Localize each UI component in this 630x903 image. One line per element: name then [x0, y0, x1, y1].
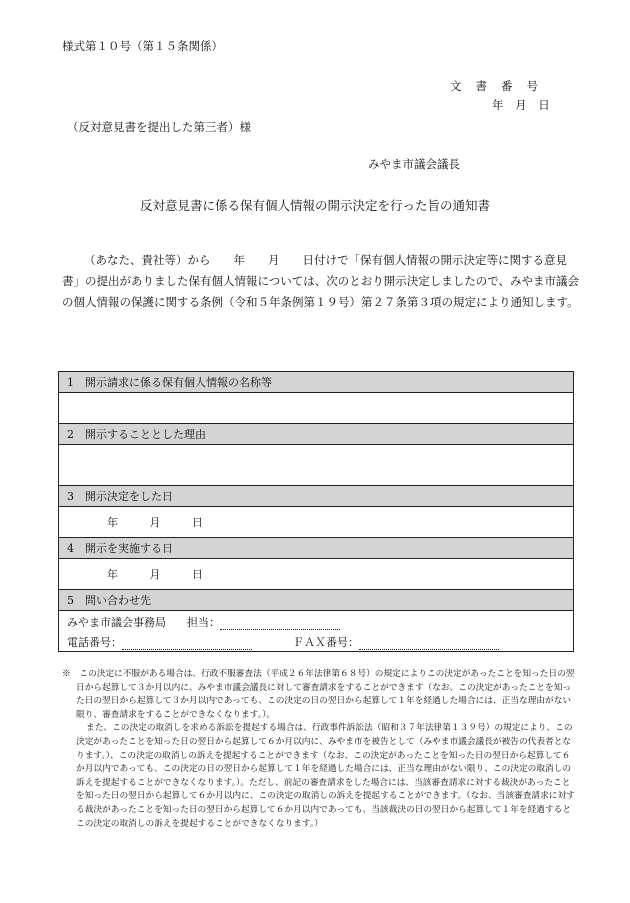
contact-office: みやま市議会事務局 — [67, 616, 166, 629]
row-header-reason: 2 開示することとした理由 — [59, 424, 574, 445]
sender: みやま市議会議長 — [368, 157, 460, 171]
contact-person-label: 担当： — [187, 616, 220, 629]
contact-row-office — [59, 611, 574, 634]
field-info-name — [59, 393, 574, 424]
addressee: （反対意見書を提出した第三者）様 — [67, 120, 251, 134]
document-date-label: 年 月 日 — [492, 98, 550, 112]
body-paragraph: （あなた、貴社等）から 年 月 日付けで「保有個人情報の開示決定等に関する意見書」の提出がありました保有個人情報については、次のとおり開示決定しましたので、みやま市議会の個人情報の保護に関する条例（令和５年条例第１９号）第２７条第３項の規定により通知します。 — [62, 253, 580, 309]
row-header-contact: 5 問い合わせ先 — [59, 590, 574, 611]
field-disclosure-date: 年 月 日 — [59, 559, 574, 590]
contact-fax-label: ＦＡＸ番号： — [293, 636, 359, 649]
contact-phone-label: 電話番号： — [67, 636, 122, 649]
contact-row-phone — [59, 633, 574, 652]
field-decision-date: 年 月 日 — [59, 507, 574, 538]
note-appeal: ※ この決定に不服がある場合は、行政不服審査法（平成２６年法律第６８号）の規定によりこの決定があったことを知った日の翌日から起算して３か月以内に、みやま市議会議長に対して審査請求をすることができます（なお、この決定があったことを知った日の翌日から起算して３か月以内であっても、この決定の日の翌日から起算して１年を経過した場合には、正当な理由がない限り、審査請求をすることができなくなります。）。 — [62, 669, 575, 720]
contact-phone-line — [122, 649, 252, 650]
row-header-disclosure-date: 4 開示を実施する日 — [59, 538, 574, 559]
field-reason — [59, 445, 574, 486]
form-number: 様式第１０号（第１５条関係） — [62, 39, 223, 53]
row-header-info-name: 1 開示請求に係る保有個人情報の名称等 — [59, 372, 574, 393]
contact-fax-line — [359, 649, 499, 650]
notice-table — [58, 371, 574, 652]
document-number-label: 文書番号 — [450, 79, 552, 93]
contact-person-line — [220, 629, 340, 630]
row-header-decision-date: 3 開示決定をした日 — [59, 486, 574, 507]
notes-section — [62, 668, 576, 831]
document-title: 反対意見書に係る保有個人情報の開示決定を行った旨の通知書 — [139, 198, 490, 213]
note-lawsuit: また、この決定の取消しを求める訴訟を提起する場合は、行政事件訴訟法（昭和３７年法律第１３９号）の規定により、この決定があったことを知った日の翌日から起算して６か月以内に、みやま市を被告として（みやま市議会議長が被告の代表者となります。）、この決定の取消しの訴えを提起することができます（なお、この決定があったことを知った日の翌日から起算して６か月以内であっても、この決定の日の翌日から起算して１年を経過した場合には、正当な理由がない限り、この決定の取消しの訴えを提起することができなくなります。）。ただし、前記の審査請求をした場合には、当該審査請求に対する裁決があったことを知った日の翌日から起算して６か月以内に、この決定の取消しの訴えを提起することができます。（なお、当該審査請求に対する裁決があったことを知った日の翌日から起算して６か月以内であっても、当該裁決の日の翌日から起算して１年を経過するとこの決定の取消しの訴えを提起することができなくなります。） — [76, 723, 575, 829]
